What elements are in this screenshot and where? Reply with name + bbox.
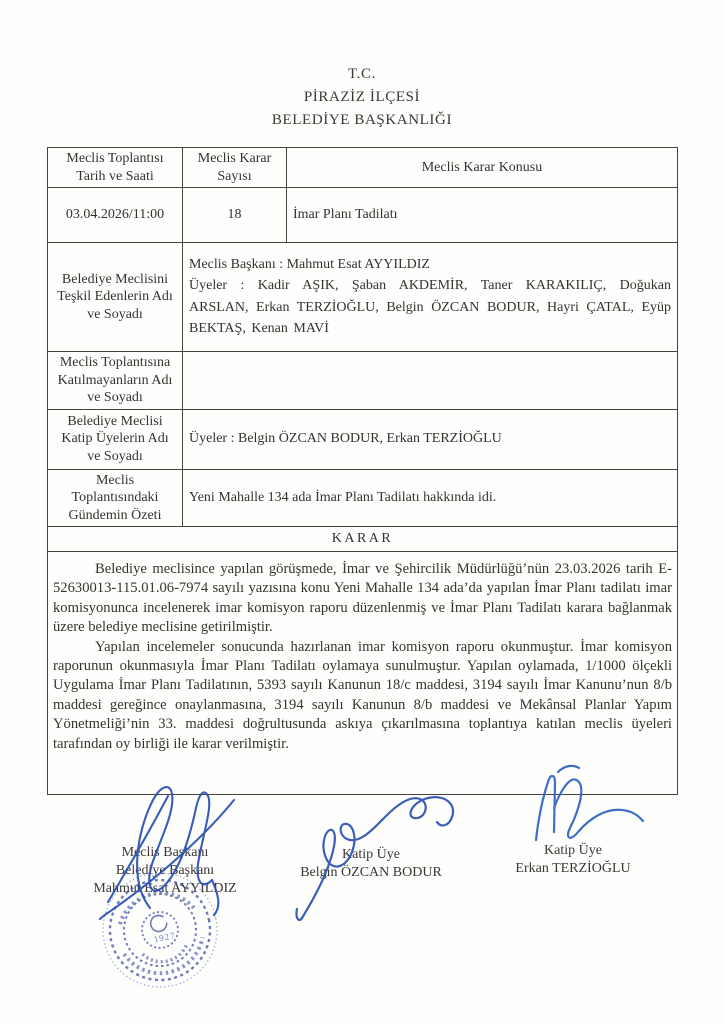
document-letterhead xyxy=(0,63,724,132)
table-header-row xyxy=(48,148,678,188)
col-header-decision-number: Meclis Karar Sayısı xyxy=(183,148,287,188)
clerk-members-value: Üyeler : Belgin ÖZCAN BODUR, Erkan TERZİOĞLU xyxy=(183,409,678,469)
karar-heading-row xyxy=(48,527,678,552)
karar-paragraph-2: Yapılan incelemeler sonucunda hazırlanan imar komisyon raporu okunmuştur. İmar komisyon raporunun okunmasıyla İmar Planı Tadilatı oylamaya sunulmuştur. Yapılan oylamada, 1/1000 ölçekli Uygulama İmar Planı Tadilatının, 5393 sayılı Kanunun 18/c maddesi, 3194 sayılı İmar Kanunu’nun 8/b maddesi gereğince onaylanmasına, 3194 sayılı Kanunun 8/b maddesi ve Mekânsal Planlar Yapım Yönetmeliği’nin 33. maddesi doğrultusunda askıya çıkarılmasına toplantıya katılan meclis üyeleri tarafından oy birliği ile karar verilmiştir. xyxy=(53,638,672,752)
agenda-summary-label: Meclis Toplantısındaki Gündemin Özeti xyxy=(48,469,183,527)
stamp-year-text: 1927 xyxy=(152,930,177,945)
signature-block-mayor xyxy=(62,844,268,898)
clerk-members-label: Belediye Meclisi Katip Üyelerin Adı ve Soyadı xyxy=(48,409,183,469)
clerk-2-name: Erkan TERZİOĞLU xyxy=(515,861,631,876)
clerk-members-row xyxy=(48,409,678,469)
council-members-line: Üyeler : Kadir AŞIK, Şaban AKDEMİR, Taner KARAKILIÇ, Doğukan ARSLAN, Erkan TERZİOĞLU, Belgin ÖZCAN BODUR, Hayri ÇATAL, Eyüp BEKTAŞ, Kenan MAVİ xyxy=(189,278,671,337)
council-decision-table xyxy=(47,147,678,795)
karar-paragraph-1: Belediye meclisince yapılan görüşmede, İmar ve Şehircilik Müdürlüğü’nün 23.03.2026 tarih E-52630013-115.01.06-7974 sayılı yazısına konu Yeni Mahalle 134 ada’da yapılan İmar Planı tadilatı imar komisyonunca incelenerek imar komisyon raporu düzenlenmiş ve İmar Planı Tadilatı karara bağlanmak üzere belediye meclisine getirilmiştir. xyxy=(53,561,672,636)
clerk-1-title: Katip Üye xyxy=(342,847,400,862)
absent-members-label: Meclis Toplantısına Katılmayanların Adı ve Soyadı xyxy=(48,352,183,410)
decision-values-row xyxy=(48,188,678,243)
signature-block-clerk-2 xyxy=(468,842,678,878)
agenda-summary-value: Yeni Mahalle 134 ada İmar Planı Tadilatı hakkında idi. xyxy=(183,469,678,527)
mayor-title-line-2: Belediye Başkanı xyxy=(115,863,215,878)
letterhead-office: BELEDİYE BAŞKANLIĞI xyxy=(271,112,453,128)
signature-area xyxy=(0,760,724,1024)
decision-number-value: 18 xyxy=(183,188,287,243)
karar-heading: KARAR xyxy=(48,527,678,552)
clerk-1-name: Belgin ÖZCAN BODUR xyxy=(300,865,442,880)
col-header-decision-subject: Meclis Karar Konusu xyxy=(287,148,678,188)
council-chairman-line: Meclis Başkanı : Mahmut Esat AYYILDIZ xyxy=(189,257,430,273)
letterhead-tc: T.C. xyxy=(348,66,376,82)
absent-members-value xyxy=(183,352,678,410)
clerk-2-signature-scribble xyxy=(536,766,643,840)
mayor-title-line-1: Meclis Başkanı xyxy=(121,845,209,860)
col-header-meeting-datetime: Meclis Toplantısı Tarih ve Saati xyxy=(48,148,183,188)
decision-subject-value: İmar Planı Tadilatı xyxy=(287,188,678,243)
council-members-label: Belediye Meclisini Teşkil Edenlerin Adı ve Soyadı xyxy=(48,243,183,352)
karar-body-cell xyxy=(48,552,678,795)
meeting-datetime-value: 03.04.2026/11:00 xyxy=(48,188,183,243)
letterhead-district: PİRAZİZ İLÇESİ xyxy=(303,89,421,105)
signature-block-clerk-1 xyxy=(268,846,474,882)
council-members-value xyxy=(183,243,678,352)
council-members-row xyxy=(48,243,678,352)
absent-members-row xyxy=(48,352,678,410)
clerk-2-title: Katip Üye xyxy=(544,843,602,858)
agenda-summary-row xyxy=(48,469,678,527)
karar-body-row xyxy=(48,552,678,795)
mayor-name: Mahmut Esat AYYILDIZ xyxy=(93,881,237,896)
